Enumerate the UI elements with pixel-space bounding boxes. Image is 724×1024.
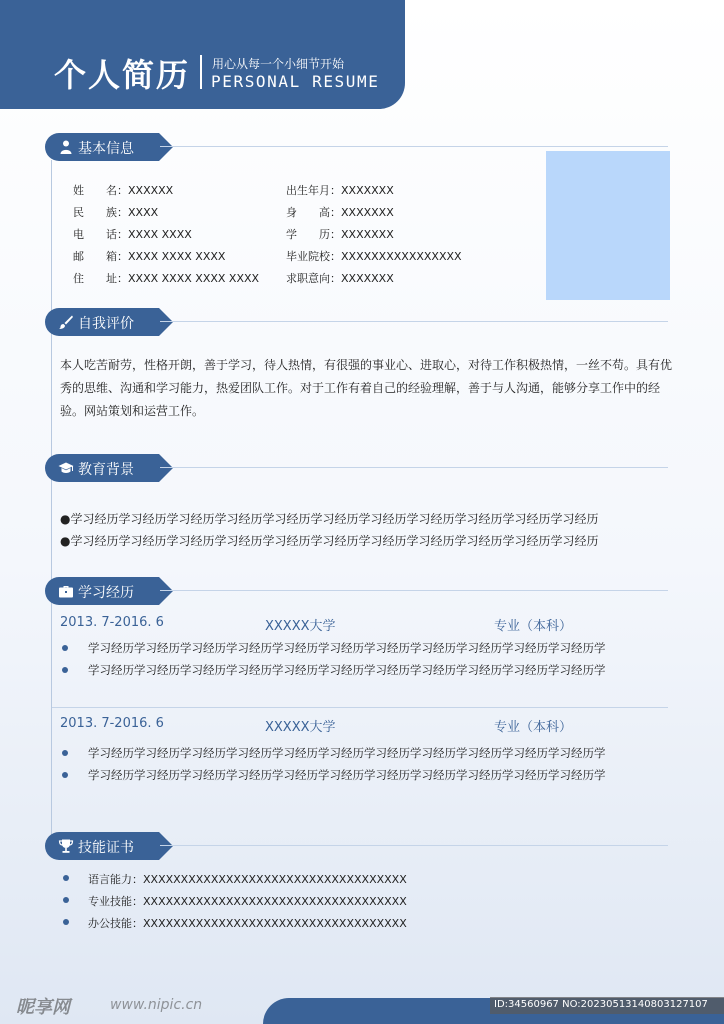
section-heading-education [45,454,159,482]
section-label: 教育背景 [78,462,134,478]
section-label: 技能证书 [78,840,134,856]
info-birth: 出生年月：XXXXXXX [286,184,394,197]
section-label: 自我评价 [78,316,134,332]
info-name: 姓 名：XXXXXX [73,184,174,197]
briefcase-icon [58,583,74,599]
section-divider [160,321,668,322]
study-item: 学习经历学习经历学习经历学习经历学习经历学习经历学习经历学习经历学习经历学习经历学习经历学 [88,746,606,760]
study-date: 2013. 7-2016. 6 [60,615,164,630]
section-divider [160,590,668,591]
info-degree: 学 历：XXXXXXX [286,228,394,241]
skill-item: 办公技能：XXXXXXXXXXXXXXXXXXXXXXXXXXXXXXXXXXX [88,917,407,930]
info-ethnicity: 民 族：XXXX [73,206,159,219]
header-english-title: PERSONAL RESUME [211,72,380,91]
watermark-id: ID:34560967 NO:20230513140803127107 [490,997,724,1014]
bullet-dot [62,750,68,756]
bullet-dot [62,772,68,778]
info-height: 身 高：XXXXXXX [286,206,394,219]
section-label: 学习经历 [78,585,134,601]
info-intention: 求职意向：XXXXXXX [286,272,394,285]
study-item: 学习经历学习经历学习经历学习经历学习经历学习经历学习经历学习经历学习经历学习经历学习经历学 [88,768,606,782]
header-divider [200,55,202,89]
self-evaluation-text: 本人吃苦耐劳，性格开朗，善于学习，待人热情，有很强的事业心、进取心，对待工作积极热情，一丝不苟。具有优秀的思维、沟通和学习能力，热爱团队工作。对于工作有着自己的经验理解，善于与人沟通，能够分享工作中的经验。网站策划和运营工作。 [60,358,673,418]
study-major: 专业（本科） [494,720,573,735]
header-tagline: 用心从每一个小细节开始 [212,57,345,71]
watermark-site: www.nipic.cn [110,997,203,1013]
trophy-icon [58,838,74,854]
brush-icon [58,314,74,330]
section-heading-basic-info [45,133,159,161]
header-banner [0,0,405,109]
bullet-dot [62,667,68,673]
timeline-line [51,160,52,850]
graduation-cap-icon [58,460,74,476]
study-school: XXXXX大学 [265,720,336,735]
section-label: 基本信息 [78,141,134,157]
study-item: 学习经历学习经历学习经历学习经历学习经历学习经历学习经历学习经历学习经历学习经历学习经历学 [88,641,606,655]
section-heading-study [45,577,159,605]
section-heading-skills [45,832,159,860]
info-school: 毕业院校：XXXXXXXXXXXXXXXX [286,250,462,263]
education-item: ●学习经历学习经历学习经历学习经历学习经历学习经历学习经历学习经历学习经历学习经历学习经历 [60,512,599,526]
section-divider [160,146,668,147]
user-icon [58,139,74,155]
bullet-dot [63,919,69,925]
study-major: 专业（本科） [494,619,573,634]
info-address: 住 址：XXXX XXXX XXXX XXXX [73,272,260,285]
skill-item: 语言能力：XXXXXXXXXXXXXXXXXXXXXXXXXXXXXXXXXXX [88,873,407,886]
section-divider [160,467,668,468]
info-phone: 电 话：XXXX XXXX [73,228,192,241]
study-school: XXXXX大学 [265,619,336,634]
skill-item: 专业技能：XXXXXXXXXXXXXXXXXXXXXXXXXXXXXXXXXXX [88,895,407,908]
bullet-dot [63,897,69,903]
section-divider [160,845,668,846]
resume-title: 个人简历 [54,56,191,94]
watermark-logo: 昵享网 [16,997,70,1018]
study-date: 2013. 7-2016. 6 [60,716,164,731]
bullet-dot [63,875,69,881]
education-item: ●学习经历学习经历学习经历学习经历学习经历学习经历学习经历学习经历学习经历学习经历学习经历 [60,534,599,548]
bullet-dot [62,645,68,651]
info-email: 邮 箱：XXXX XXXX XXXX [73,250,226,263]
photo-placeholder [546,151,670,300]
study-divider [52,707,668,708]
study-item: 学习经历学习经历学习经历学习经历学习经历学习经历学习经历学习经历学习经历学习经历学习经历学 [88,663,606,677]
section-heading-self-eval [45,308,159,336]
